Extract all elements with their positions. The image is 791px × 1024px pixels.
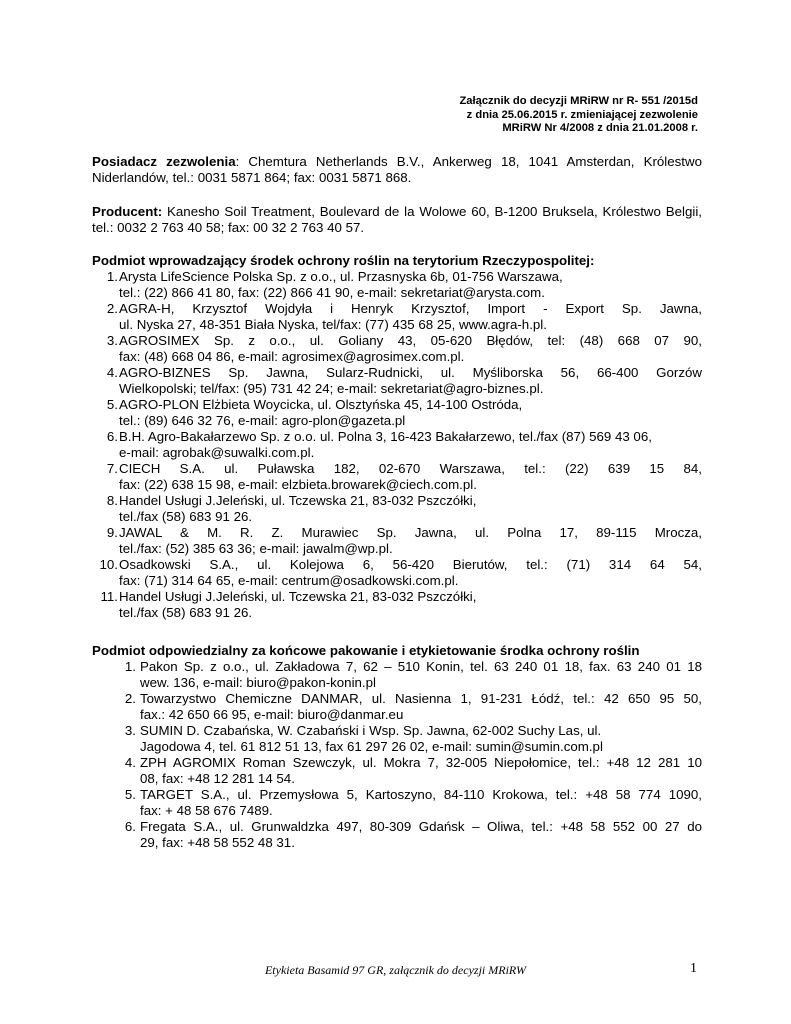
packers-section [92,643,702,851]
list-item-number: 2. [106,301,118,316]
header-line-3: MRiRW Nr 4/2008 z dnia 21.01.2008 r. [502,122,698,134]
list-item-line-1: CIECH S.A. ul. Puławska 182, 02-670 Warszawa, tel.: (22) 639 15 84, [119,461,702,476]
list-item-line-2: tel./fax: (52) 385 63 36; e-mail: jawalm@wp.pl. [119,541,393,556]
list-item-number: 11. [100,589,118,604]
list-item [92,461,702,493]
list-item-line-1: Handel Usługi J.Jeleński, ul. Tczewska 21, 83-032 Pszczółki, [119,493,477,508]
list-item-text [140,819,702,851]
list-item-line-1: Handel Usługi J.Jeleński, ul. Tczewska 21, 83-032 Pszczółki, [119,589,477,604]
importers-list [92,269,702,621]
list-item-line-2: tel./fax (58) 683 91 26. [119,605,253,620]
list-item-line-1: AGRO-PLON Elżbieta Woycicka, ul. Olsztyńska 45, 14-100 Ostróda, [119,397,523,412]
list-item-line-1: SUMIN D. Czabańska, W. Czabański i Wsp. Sp. Jawna, 62-002 Suchy Las, ul. [140,723,602,738]
list-item-line-2: fax: (71) 314 64 65, e-mail: centrum@osadkowski.com.pl. [119,573,459,588]
producer-text: Kanesho Soil Treatment, Boulevard de la Wolowe 60, B-1200 Bruksela, Królestwo Belgii, tel.: 0032 2 763 40 58; fax: 00 32 2 763 40 57. [92,204,702,235]
list-item [92,269,702,301]
list-item-text [119,365,702,397]
list-item-text [119,461,702,493]
list-item-text [119,269,702,301]
list-item-line-1: B.H. Agro-Bakałarzewo Sp. z o.o. ul. Polna 3, 16-423 Bakałarzewo, tel./fax (87) 569 43 06, [119,429,652,444]
list-item-number: 3. [106,333,118,348]
list-item-line-2: 08, fax: +48 12 281 14 54. [140,771,295,786]
list-item-text [140,691,702,723]
list-item-line-2: wew. 136, e-mail: biuro@pakon-konin.pl [140,675,376,690]
list-item [92,525,702,557]
list-item-line-1: Pakon Sp. z o.o., ul. Zakładowa 7, 62 – 510 Konin, tel. 63 240 01 18, fax. 63 240 01 18 [140,659,702,674]
list-item-number: 6. [106,429,118,444]
list-item-line-1: TARGET S.A., ul. Przemysłowa 5, Kartoszyno, 84-110 Krokowa, tel.: +48 58 774 1090, [140,787,702,802]
list-item-number: 1. [124,659,136,674]
list-item-number: 5. [106,397,118,412]
importers-section [92,253,702,621]
list-item-line-2: tel.: (22) 866 41 80, fax: (22) 866 41 90, e-mail: sekretariat@arysta.com. [119,285,545,300]
list-item-line-2: fax: (48) 668 04 86, e-mail: agrosimex@agrosimex.com.pl. [119,349,465,364]
list-item-line-2: fax.: 42 650 66 95, e-mail: biuro@danmar.eu [140,707,404,722]
list-item [92,755,702,787]
list-item-line-2: tel.: (89) 646 32 76, e-mail: agro-plon@gazeta.pl [119,413,406,428]
list-item-line-2: Wielkopolski; tel/fax: (95) 731 42 24; e-mail: sekretariat@agro-biznes.pl. [119,381,544,396]
list-item-line-2: ul. Nyska 27, 48-351 Biała Nyska, tel/fax: (77) 435 68 25, www.agra-h.pl. [119,317,547,332]
list-item-text [119,493,702,525]
list-item [92,691,702,723]
list-item-line-1: Osadkowski S.A., ul. Kolejowa 6, 56-420 Bierutów, tel.: (71) 314 64 54, [119,557,702,572]
list-item-text [119,301,702,333]
list-item-line-1: Fregata S.A., ul. Grunwaldzka 497, 80-309 Gdańsk – Oliwa, tel.: +48 58 552 00 27 do [140,819,702,834]
permit-holder-text: : Chemtura Netherlands B.V., Ankerweg 18, 1041 Amsterdan, Królestwo Niderlandów, tel.: 0031 5871 864; fax: 0031 5871 868. [92,154,702,185]
header-line-1: Załącznik do decyzji MRiRW nr R- 551 /2015d [459,95,698,107]
packers-list [92,659,702,851]
list-item-text [140,787,702,819]
list-item [92,301,702,333]
list-item [92,787,702,819]
list-item [92,333,702,365]
packers-title: Podmiot odpowiedzialny za końcowe pakowanie i etykietowanie środka ochrony roślin [92,643,640,658]
attachment-header [298,95,698,136]
list-item-number: 5. [124,787,136,802]
list-item-text [140,659,702,691]
list-item-number: 1. [106,269,118,284]
list-item-number: 9. [106,525,118,540]
list-item [92,429,702,461]
list-item-number: 2. [124,691,136,706]
list-item-line-1: ZPH AGROMIX Roman Szewczyk, ul. Mokra 7, 32-005 Niepołomice, tel.: +48 12 281 10 [140,755,702,770]
list-item-text [119,525,702,557]
list-item-line-2: e-mail: agrobak@suwalki.com.pl. [119,445,315,460]
list-item-line-1: AGRO-BIZNES Sp. Jawna, Sularz-Rudnicki, ul. Myśliborska 56, 66-400 Gorzów [119,365,702,380]
list-item-line-2: Jagodowa 4, tel. 61 812 51 13, fax 61 297 26 02, e-mail: sumin@sumin.com.pl [140,739,603,754]
list-item-line-2: fax: + 48 58 676 7489. [140,803,273,818]
permit-holder-label: Posiadacz zezwolenia [92,154,236,169]
list-item-line-1: AGROSIMEX Sp. z o.o., ul. Goliany 43, 05-620 Błędów, tel: (48) 668 07 90, [119,333,702,348]
footer-caption: Etykieta Basamid 97 GR, załącznik do decyzji MRiRW [264,963,527,977]
list-item-text [119,589,702,621]
list-item [92,557,702,589]
list-item [92,397,702,429]
producer-label: Producent: [92,204,163,219]
list-item-text [119,333,702,365]
list-item-text [119,557,702,589]
list-item-number: 7. [106,461,118,476]
list-item-line-2: 29, fax: +48 58 552 48 31. [140,835,295,850]
list-item-line-2: tel./fax (58) 683 91 26. [119,509,253,524]
list-item-text [119,429,702,461]
list-item-number: 4. [124,755,136,770]
list-item [92,493,702,525]
list-item-number: 8. [106,493,118,508]
list-item-line-2: fax: (22) 638 15 98, e-mail: elzbieta.browarek@ciech.com.pl. [119,477,477,492]
list-item [92,365,702,397]
list-item-line-1: Towarzystwo Chemiczne DANMAR, ul. Nasienna 1, 91-231 Łódź, tel.: 42 650 95 50, [140,691,702,706]
importers-title: Podmiot wprowadzający środek ochrony roślin na terytorium Rzeczypospolitej: [92,253,595,268]
page-number: 1 [690,961,697,976]
list-item-line-1: JAWAL & M. R. Z. Murawiec Sp. Jawna, ul. Polna 17, 89-115 Mrocza, [119,525,702,540]
list-item-text [140,723,702,755]
list-item-text [119,397,702,429]
producer-paragraph [92,204,702,236]
list-item-line-1: AGRA-H, Krzysztof Wojdyła i Henryk Krzysztof, Import - Export Sp. Jawna, [119,301,702,316]
list-item [92,819,702,851]
list-item-line-1: Arysta LifeScience Polska Sp. z o.o., ul. Przasnyska 6b, 01-756 Warszawa, [119,269,563,284]
list-item-text [140,755,702,787]
list-item [92,589,702,621]
list-item [92,723,702,755]
list-item-number: 4. [106,365,118,380]
list-item-number: 6. [124,819,136,834]
list-item-number: 3. [124,723,136,738]
list-item-number: 10. [99,557,118,572]
header-line-2: z dnia 25.06.2015 r. zmieniającej zezwolenie [466,108,698,121]
list-item [92,659,702,691]
permit-holder-paragraph [92,154,702,186]
